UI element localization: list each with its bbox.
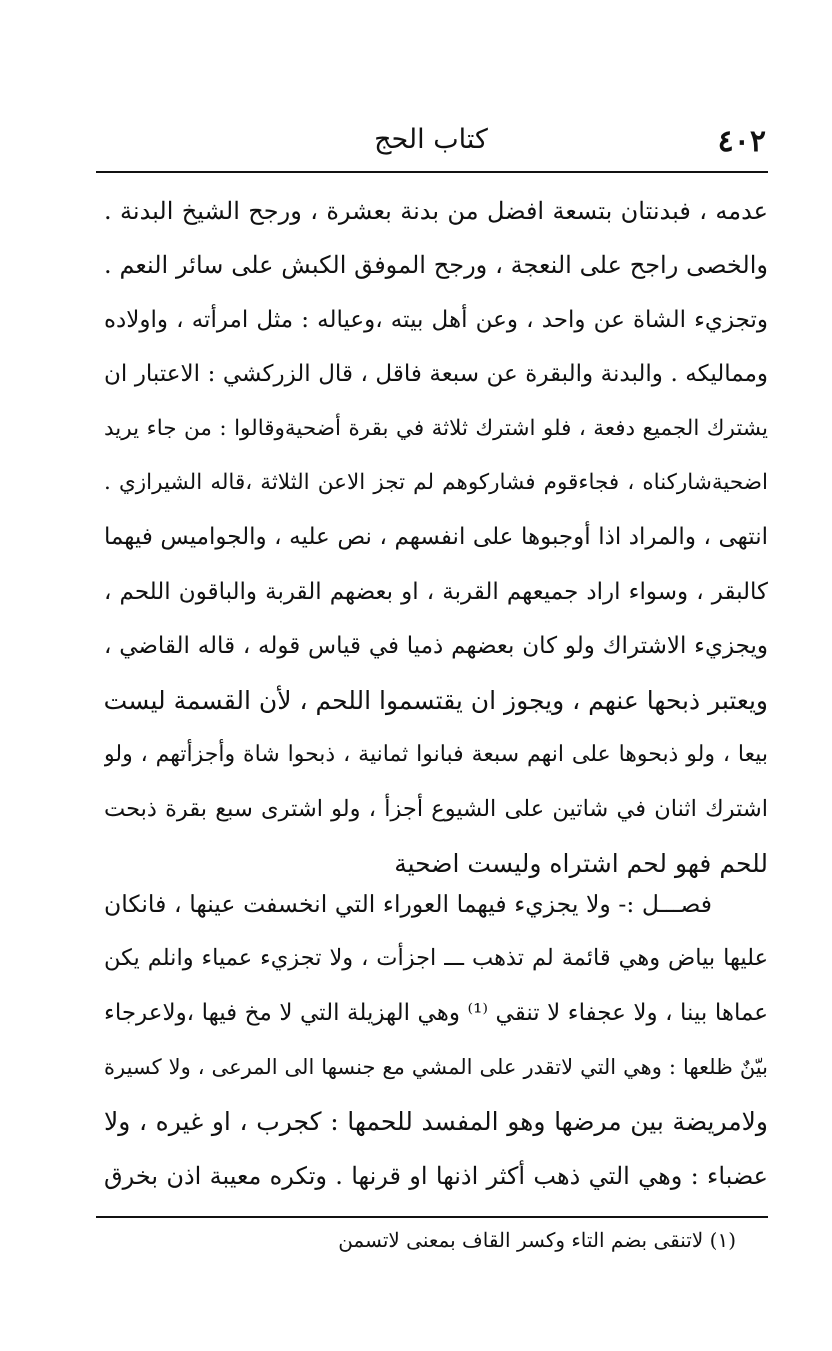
text-line: ومماليكه . والبدنة والبقرة عن سبعة فاقل ، قال الزركشي : الاعتبار ان [104, 361, 768, 388]
paragraph-main [104, 184, 768, 891]
text-line: كالبقر ، وسواء اراد جميعهم القربة ، او بعضهم القربة والباقون اللحم ، [104, 578, 768, 605]
section-fasl [104, 877, 768, 1203]
footnote-rule [96, 1216, 768, 1218]
text-line: يشترك الجميع دفعة ، فلو اشترك ثلاثة في بقرة أضحيةوقالوا : من جاء يريد [104, 415, 768, 441]
text-line: بيعا ، ولو ذبحوها على انهم سبعة فبانوا ثمانية ، ذبحوا شاة وأجزأتهم ، ولو [104, 741, 768, 767]
text-line: ويجزيء الاشتراك ولو كان بعضهم ذميا في قياس قوله ، قاله القاضي ، [104, 633, 768, 660]
header-rule [96, 171, 768, 173]
text-line: عماها بينا ، ولا عجفاء لا تنقي ⁽¹⁾ وهي الهزيلة التي لا مخ فيها ،ولاعرجاء [104, 999, 768, 1026]
text-line: والخصى راجح على النعجة ، ورجح الموفق الكبش على سائر النعم . [104, 251, 768, 280]
footnote [176, 1224, 736, 1256]
text-line: اضحيةشاركناه ، فجاءقوم فشاركوهم لم تجز الاعن الثلاثة ،قاله الشيرازي . [104, 469, 768, 495]
text-line: ولامريضة بين مرضها وهو المفسد للحمها : كجرب ، او غيره ، ولا [104, 1106, 768, 1136]
text-line: عدمه ، فبدنتان بتسعة افضل من بدنة بعشرة ، ورجح الشيخ البدنة . [104, 197, 768, 225]
page-number: ٤٠٢ [717, 124, 766, 159]
text-line: عضباء : وهي التي ذهب أكثر اذنها او قرنها . وتكره معيبة اذن بخرق [104, 1161, 768, 1190]
text-line: بيّنٌ ظلعها : وهي التي لاتقدر على المشي مع جنسها الى المرعى ، ولا كسيرة [104, 1055, 768, 1080]
footnote-text: لاتنقى بضم التاء وكسر القاف بمعنى لاتسمن [338, 1228, 704, 1252]
footnote-marker: (١) [709, 1228, 736, 1252]
text-line: انتهى ، والمراد اذا أوجبوها على انفسهم ، نص عليه ، والجواميس فيهما [104, 524, 768, 551]
text-line: اشترك اثنان في شاتين على الشيوع أجزأ ، ولو اشترى سبع بقرة ذبحت [104, 796, 768, 823]
text-line: وتجزيء الشاة عن واحد ، وعن أهل بيته ،وعياله : مثل امرأته ، واولاده [104, 306, 768, 333]
running-title: كتاب الحج [374, 124, 488, 155]
text-line: للحم فهو لحم اشتراه وليست اضحية [394, 848, 768, 878]
page-header [96, 120, 766, 168]
text-line: عليها بياض وهي قائمة لم تذهب ـــ اجزأت ، ولا تجزيء عمياء وانلم يكن [104, 945, 768, 972]
text-line: ويعتبر ذبحها عنهم ، ويجوز ان يقتسموا اللحم ، لأن القسمة ليست [104, 685, 768, 715]
section-heading-line: فصـــل :- ولا يجزيء فيهما العوراء التي انخسفت عينها ، فانكان [104, 890, 712, 918]
